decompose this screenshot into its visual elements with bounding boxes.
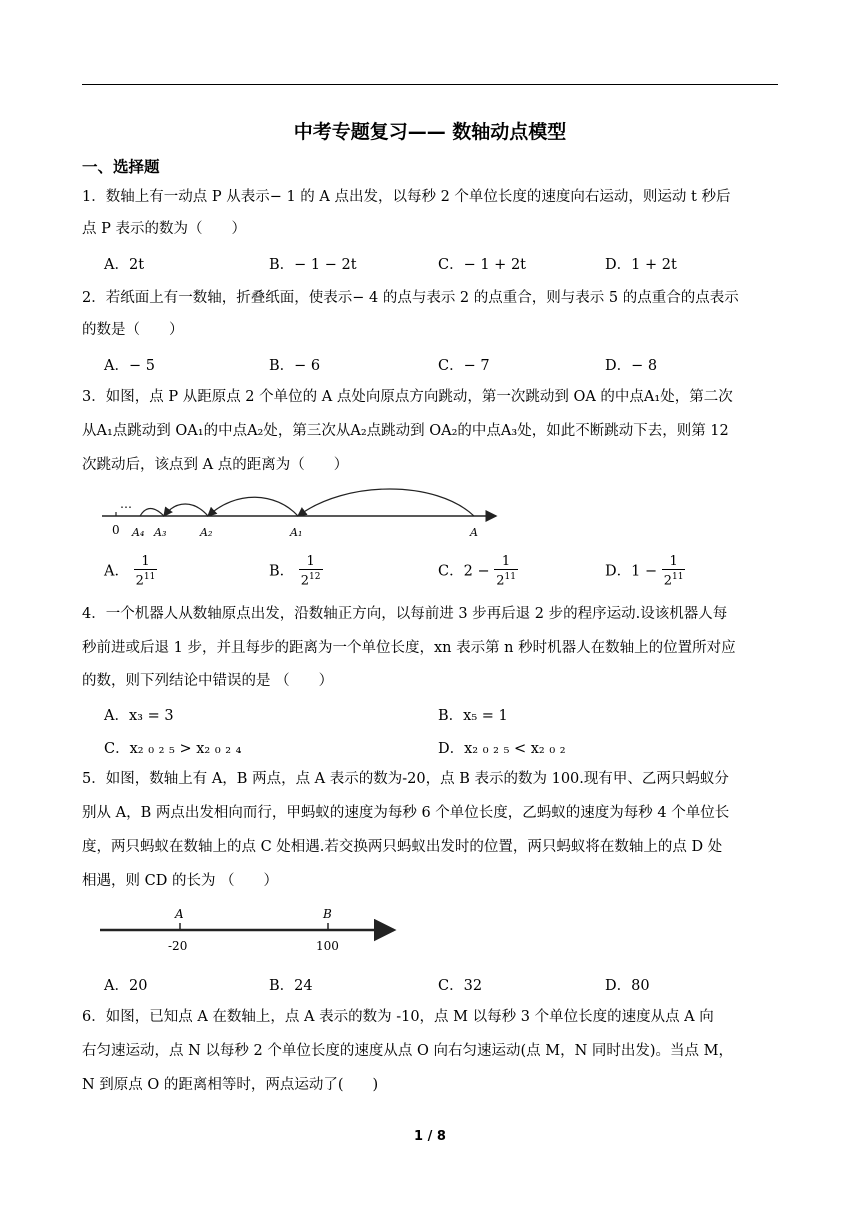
q3-figure-label-a: A	[470, 526, 478, 539]
q3-figure-dots: …	[120, 497, 132, 511]
q5-figure-point-b: B	[323, 907, 332, 921]
q6-line3: N 到原点 O 的距离相等时，两点运动了( )	[82, 1077, 379, 1093]
q4-option-d: D．x₂ ₀ ₂ ₅ < x₂ ₀ ₂	[438, 741, 566, 757]
q1-line2: 点 P 表示的数为（ ）	[82, 221, 246, 237]
q3-option-a-num: 1	[134, 555, 158, 570]
q3-option-c-num: 1	[494, 555, 518, 570]
q4-option-a: A．x₃ = 3	[104, 708, 174, 724]
q2-option-a: A．− 5	[104, 358, 155, 374]
q6-line1: 6．如图，已知点 A 在数轴上，点 A 表示的数为 -10，点 M 以每秒 3 个单位长度的速度从点 A 向	[82, 1009, 714, 1025]
q4-line1: 4．一个机器人从数轴原点出发，沿数轴正方向，以每前进 3 步再后退 2 步的程序运动.设该机器人每	[82, 606, 728, 622]
q3-option-b-num: 1	[299, 555, 323, 570]
q3-line1: 3．如图，点 P 从距原点 2 个单位的 A 点处向原点方向跳动，第一次跳动到 OA 的中点A₁处，第二次	[82, 389, 733, 405]
q2-option-d: D．− 8	[605, 358, 658, 374]
q5-line3: 度，两只蚂蚁在数轴上的点 C 处相遇.若交换两只蚂蚁出发时的位置，两只蚂蚁将在数轴上的点 D 处	[82, 839, 723, 855]
q5-line2: 别从 A，B 两点出发相向而行，甲蚂蚁的速度为每秒 6 个单位长度，乙蚂蚁的速度为每秒 4 个单位长	[82, 805, 730, 821]
q5-line1: 5．如图，数轴上有 A，B 两点，点 A 表示的数为-20，点 B 表示的数为 100.现有甲、乙两只蚂蚁分	[82, 771, 729, 787]
q1-option-a: A．2t	[104, 257, 145, 273]
q3-line2: 从A₁点跳动到 OA₁的中点A₂处，第三次从A₂点跳动到 OA₂的中点A₃处，如此不断跳动下去，则第 12	[82, 423, 729, 439]
q5-option-d: D．80	[605, 978, 650, 994]
q4-option-c: C．x₂ ₀ ₂ ₅ > x₂ ₀ ₂ ₄	[104, 741, 242, 757]
q3-option-a-exp: 11	[143, 572, 156, 582]
q6-line2: 右匀速运动，点 N 以每秒 2 个单位长度的速度从点 O 向右匀速运动(点 M，N 同时出发)。当点 M，	[82, 1043, 733, 1059]
q1-option-b: B．− 1 − 2t	[269, 257, 357, 273]
q4-line3: 的数，则下列结论中错误的是 （ ）	[82, 673, 334, 689]
q4-option-b: B．x₅ = 1	[438, 708, 508, 724]
q5-figure-value-b: 100	[316, 939, 339, 953]
q3-option-c	[438, 555, 518, 588]
q3-number-line-figure	[96, 478, 506, 544]
q3-option-b-exp: 12	[309, 572, 321, 582]
q3-option-b-letter: B．	[269, 563, 295, 580]
q5-figure-point-a: A	[175, 907, 184, 921]
q3-option-d	[605, 555, 685, 588]
q3-option-a-fraction	[134, 555, 158, 588]
q5-line4: 相遇，则 CD 的长为 （ ）	[82, 873, 279, 889]
q3-option-d-pre: 1 −	[631, 563, 658, 580]
q3-option-d-exp: 11	[672, 572, 684, 582]
q3-option-d-den: 2	[663, 573, 673, 589]
q3-option-c-pre: 2 −	[463, 563, 490, 580]
q3-option-b	[269, 555, 323, 588]
q3-figure-label-a4: A₄	[132, 526, 145, 539]
q2-line2: 的数是（ ）	[82, 322, 184, 338]
q3-figure-label-a1: A₁	[290, 526, 303, 539]
page-number: 1 / 8	[414, 1129, 446, 1144]
q2-option-c: C．− 7	[438, 358, 490, 374]
q3-figure-origin: 0	[112, 523, 120, 537]
q3-option-c-den: 2	[496, 573, 505, 589]
q5-option-b: B．24	[269, 978, 313, 994]
q3-line3: 次跳动后，该点到 A 点的距离为（ ）	[82, 457, 349, 473]
q4-line2: 秒前进或后退 1 步，并且每步的距离为一个单位长度，xn 表示第 n 秒时机器人在数轴上的位置所对应	[82, 640, 736, 656]
q3-option-b-fraction	[299, 555, 323, 588]
section-heading: 一、选择题	[82, 158, 160, 176]
q3-option-d-letter: D．	[605, 563, 632, 580]
header-rule	[82, 84, 778, 85]
q3-option-a-letter: A．	[104, 563, 129, 580]
q3-option-a-den: 2	[135, 573, 144, 589]
q5-number-line-figure	[98, 904, 402, 956]
q5-figure-value-a: -20	[168, 939, 188, 953]
q3-option-a	[104, 555, 157, 588]
q3-option-c-fraction	[494, 555, 518, 588]
q1-line1: 1．数轴上有一动点 P 从表示− 1 的 A 点出发，以每秒 2 个单位长度的速度向右运动，则运动 t 秒后	[82, 189, 731, 205]
q2-option-b: B．− 6	[269, 358, 321, 374]
q3-option-c-letter: C．	[438, 563, 464, 580]
q3-figure-label-a2: A₂	[200, 526, 213, 539]
q2-line1: 2．若纸面上有一数轴，折叠纸面，使表示− 4 的点与表示 2 的点重合，则与表示 5 的点重合的点表示	[82, 290, 739, 306]
q1-option-c: C．− 1 + 2t	[438, 257, 526, 273]
q3-option-d-num: 1	[662, 555, 686, 570]
page-title: 中考专题复习—— 数轴动点模型	[293, 121, 567, 143]
q5-option-a: A．20	[104, 978, 148, 994]
q5-option-c: C．32	[438, 978, 483, 994]
q1-option-d: D．1 + 2t	[605, 257, 677, 273]
q3-option-c-exp: 11	[504, 572, 516, 582]
q3-figure-label-a3: A₃	[154, 526, 167, 539]
q3-option-d-fraction	[662, 555, 686, 588]
q3-option-b-den: 2	[300, 573, 310, 589]
